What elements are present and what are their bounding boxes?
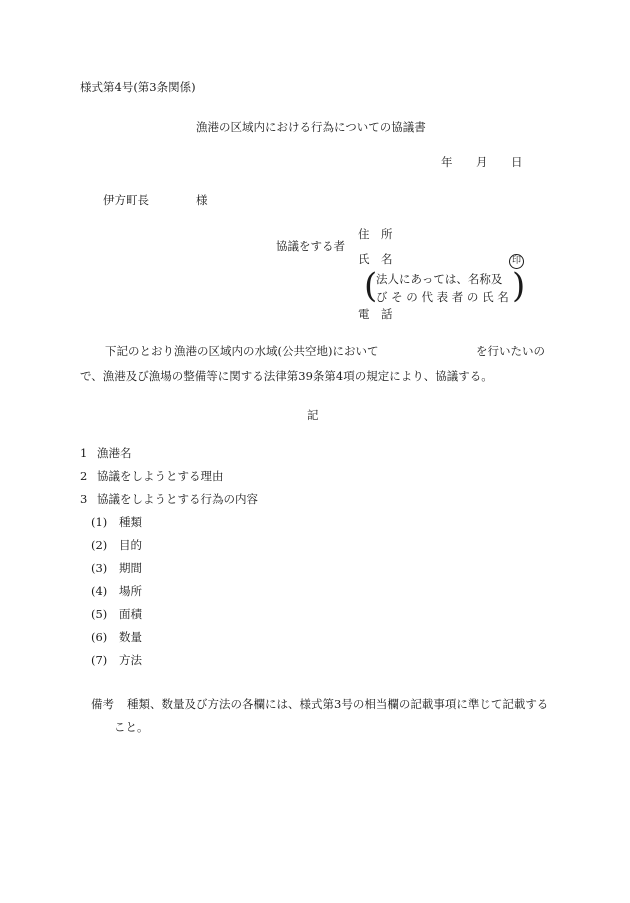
subitem-number: (3) (91, 561, 108, 575)
subitem-area: 面積 (119, 607, 142, 621)
item-number: 2 (80, 469, 88, 483)
addressee-honorific: 様 (196, 193, 208, 207)
subitem-number: (5) (91, 607, 108, 621)
form-label: 様式第4号(第3条関係) (80, 80, 196, 94)
note-paren-left: ( (364, 266, 378, 306)
name-label: 氏 名 (358, 252, 393, 266)
subitem-location: 場所 (119, 584, 142, 598)
corp-note-line1: 法人にあっては、名称及 (376, 272, 503, 286)
addressee-name: 伊方町長 (103, 193, 149, 207)
subitem-type: 種類 (119, 515, 142, 529)
body-text-line2: で、漁港及び漁場の整備等に関する法律第39条第4項の規定により、協議する。 (80, 369, 493, 383)
note-paren-right: ) (512, 266, 526, 306)
item-fishing-port-name: 漁港名 (97, 446, 132, 460)
item-activity-content: 協議をしようとする行為の内容 (97, 492, 258, 506)
date-day: 日 (511, 155, 523, 169)
ki-heading: 記 (307, 408, 319, 422)
phone-label: 電 話 (358, 307, 393, 321)
subitem-purpose: 目的 (119, 538, 142, 552)
applicant-label: 協議をする者 (276, 239, 345, 253)
subitem-quantity: 数量 (119, 630, 142, 644)
subitem-method: 方法 (119, 653, 142, 667)
corp-note-line2: び そ の 代 表 者 の 氏 名 (376, 290, 509, 304)
item-number: 1 (80, 446, 88, 460)
item-number: 3 (80, 492, 88, 506)
address-label: 住 所 (358, 227, 393, 241)
subitem-number: (2) (91, 538, 108, 552)
remarks-text-line2: こと。 (114, 720, 149, 734)
remarks-text-line1: 種類、数量及び方法の各欄には、様式第3号の相当欄の記載事項に準じて記載する (127, 697, 549, 711)
body-text-line1-end: を行いたいの (476, 344, 545, 358)
item-consultation-reason: 協議をしようとする理由 (97, 469, 224, 483)
date-year: 年 (441, 155, 453, 169)
subitem-number: (1) (91, 515, 108, 529)
remarks-label: 備考 (91, 697, 114, 711)
subitem-period: 期間 (119, 561, 142, 575)
subitem-number: (6) (91, 630, 108, 644)
body-text-line1: 下記のとおり漁港の区域内の水域(公共空地)において (105, 344, 379, 358)
subitem-number: (7) (91, 653, 108, 667)
seal-mark: 印 (509, 254, 524, 269)
subitem-number: (4) (91, 584, 108, 598)
date-month: 月 (476, 155, 488, 169)
document-title: 漁港の区域内における行為についての協議書 (196, 120, 426, 134)
